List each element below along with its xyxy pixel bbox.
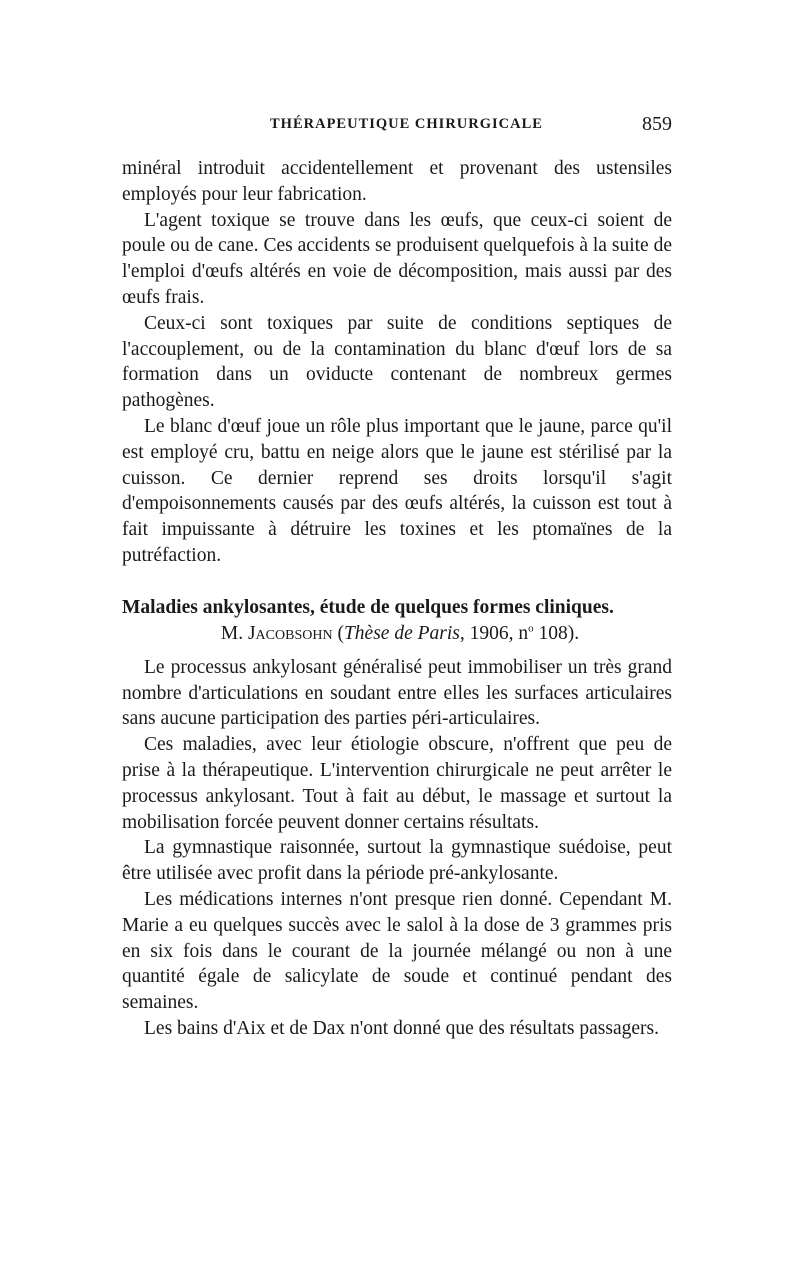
citation-prefix: M. (220, 622, 244, 644)
section-citation (122, 621, 672, 647)
paragraph: Les médications internes n'ont presque rien donné. Cependant M. Marie a eu quelques succès avec le salol à la dose de 3 grammes pris en six fois dans le courant de la journée mélangé ou non à une quantité égale de salicylate de soude et continué pendant des semaines. (122, 888, 672, 1014)
section-spacer (122, 569, 672, 595)
paragraph: Ces maladies, avec leur étiologie obscure, n'offrent que peu de prise à la thérapeutique. L'intervention chirurgicale ne peut arrêter le processus ankylosant. Tout à fait au début, le massage et surtout la mobilisation forcée peuvent donner certains résultats. (122, 734, 672, 833)
page-number: 859 (642, 113, 672, 135)
citation-author: Jacobsohn (247, 622, 333, 644)
paragraph: Le processus ankylosant généralisé peut immobiliser un très grand nombre d'articulations en soudant entre elles les surfaces articulaires sans aucune participation des parties péri-articulaires. (122, 656, 672, 730)
citation-thesis: Thèse de Paris, (343, 622, 465, 644)
citation-number-sup: o (528, 622, 534, 635)
citation-year-number: 1906, n (469, 622, 529, 644)
paragraph: L'agent toxique se trouve dans les œufs, que ceux-ci soient de poule ou de cane. Ces accidents se produisent quelquefois à la suite de l'emploi d'œufs altérés en voie de décomposition, mais aussi par des œufs frais. (122, 209, 672, 308)
section-heading: Maladies ankylosantes, étude de quelques formes cliniques. (122, 596, 614, 618)
body-text (122, 156, 672, 1042)
running-head (122, 113, 672, 146)
paragraph: minéral introduit accidentellement et provenant des ustensiles employés pour leur fabrication. (122, 158, 672, 205)
book-page (122, 113, 672, 1042)
paragraph: Les bains d'Aix et de Dax n'ont donné que des résultats passagers. (144, 1017, 659, 1039)
paragraph: Le blanc d'œuf joue un rôle plus important que le jaune, parce qu'il est employé cru, battu en neige alors que le jaune est stérilisé par la cuisson. Ce dernier reprend ses droits lorsqu'il s'agit d'empoisonnements causés par des œufs altérés, la cuisson est tout à fait impuissante à détruire les toxines et les ptomaïnes de la putréfaction. (122, 415, 672, 566)
running-title: THÉRAPEUTIQUE CHIRURGICALE (270, 116, 543, 132)
paragraph: La gymnastique raisonnée, surtout la gymnastique suédoise, peut être utilisée avec profit dans la période pré-ankylosante. (122, 837, 672, 885)
citation-number: 108). (533, 622, 580, 644)
paragraph: Ceux-ci sont toxiques par suite de conditions septiques de l'accouplement, ou de la contamination du blanc d'œuf lors de sa formation dans un oviducte contenant de nombreux germes pathogènes. (122, 312, 672, 412)
citation-paren-open: ( (337, 622, 344, 644)
